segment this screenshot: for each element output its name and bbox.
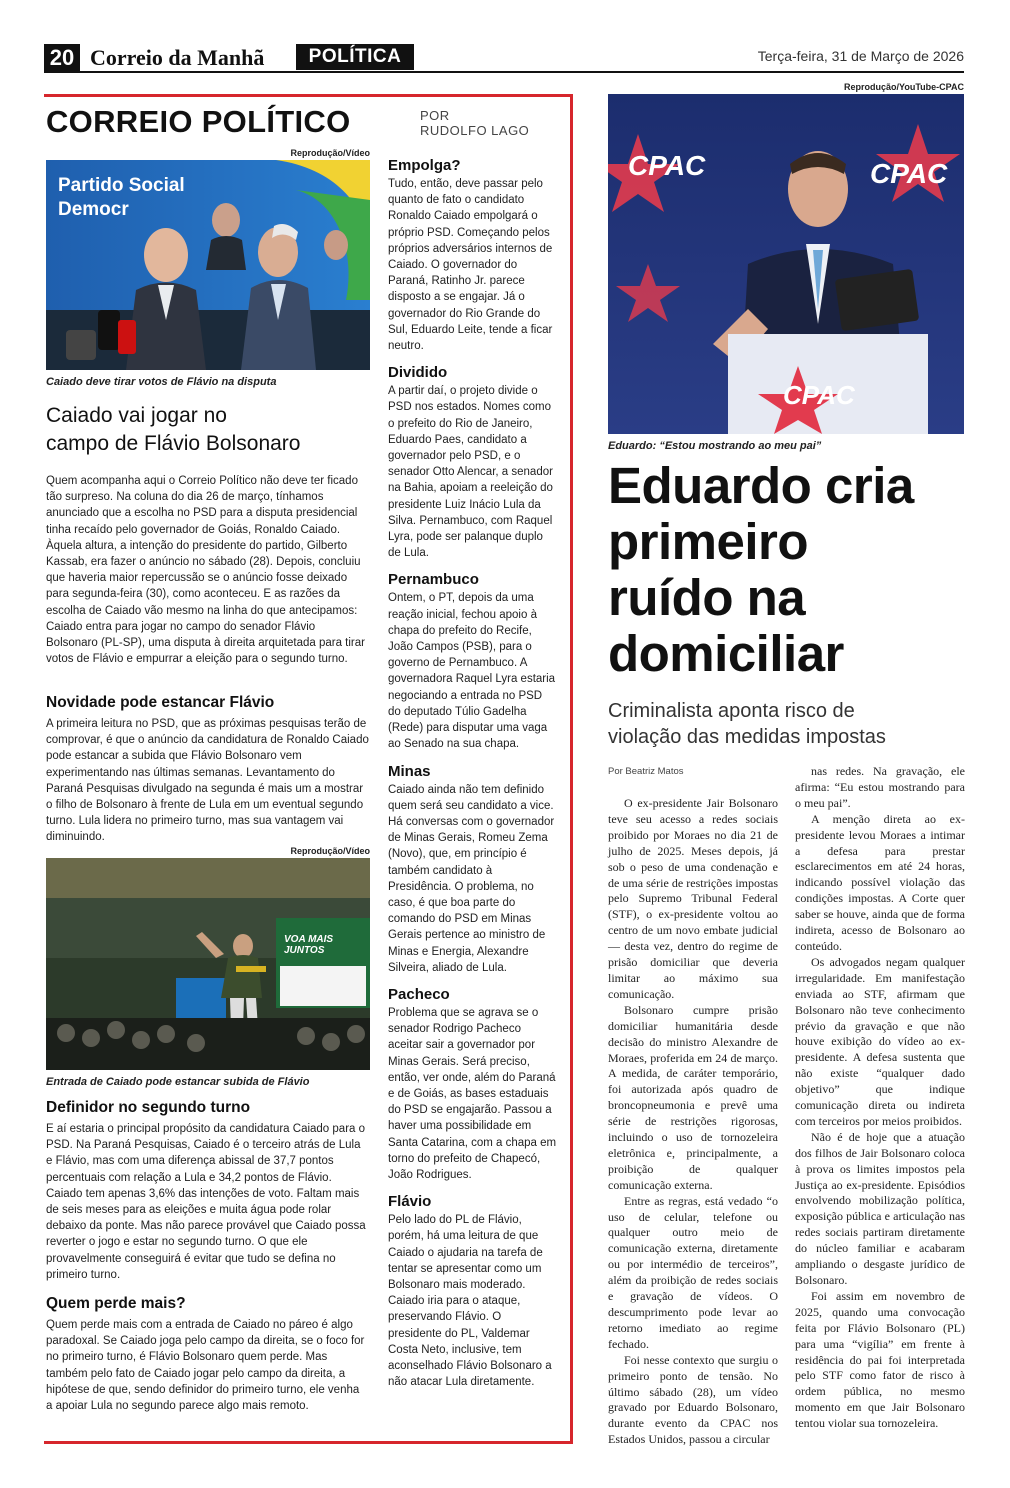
note-minas [388,763,558,976]
column-top-rule [44,94,572,97]
headline-line: ruído na [608,569,806,626]
deck-line: Criminalista aponta risco de [608,700,855,722]
note-pernambuco [388,571,558,752]
note-pacheco [388,986,558,1183]
story-paragraph: Entre as regras, está vedado “o uso de celular, telefone ou qualquer outro meio de comunicação externa, diretamente ou por intermédio de terceiros”, além da proibição de redes sociais e gravação de vídeos. O descumprimento pode levar ao retorno imediato ao regime fechado. [608,1193,778,1351]
note-title: Dividido [388,364,448,382]
story-paragraph: Não é de hoje que a atuação dos filhos de Jair Bolsonaro coloca à prova os limites impostos pela Justiça ao ex-presidente. Episódios envolvendo mobilização política, exposição pública e articulação nas redes sociais partiram diretamente do núcleo familiar e acabaram ampliando o desgaste jurídico de Bolsonaro. [795,1129,965,1287]
note-title: Flávio [388,1193,432,1211]
header-rule [44,71,964,73]
note-title: Minas [388,762,431,780]
dateline: Terça-feira, 31 de Março de 2026 [757,48,964,64]
banner-line: VOA MAIS [284,934,334,945]
photo-eduardo-cpac [608,94,964,434]
story-paragraph: Foi nesse contexto que surgiu o primeiro ponto de tensão. No último sábado (28), um vídeo gravado por Eduardo Bolsonaro, durante evento da CPAC nos Estados Unidos, passou a circular [608,1352,778,1447]
photo2-banner [284,934,368,956]
note-text: Pelo lado do PL de Flávio, porém, há uma leitura de que Caiado o ajudaria na tarefa de tentar se apresentar como um Bolsonaro mais moderado. Caiado iria para o ataque, preservando Flávio. O presidente do PL, Valdemar Costa Neto, inclusive, tem aconselhado Flávio Bolsonaro a não atacar Lula diretamente. [388,1214,552,1389]
text-novidade: A primeira leitura no PSD, que as próximas pesquisas terão de comprovar, é que o anúncio da candidatura de Ronaldo Caiado pode estancar a subida que Flávio Bolsonaro vem experimentando nas últimas semanas. Levantamento do Paraná Pesquisas divulgado na segunda é mais um a mostrar o filho de Bolsonaro à frente de Lula em um eventual segundo turno. Lula lidera no primeiro turno, mas sua vantagem vai diminuindo. [46,718,369,844]
column-title: CORREIO POLÍTICO [46,104,351,139]
byline-author: RUDOLFO LAGO [420,123,530,138]
column-intro: Quem acompanha aqui o Correio Político não deve ter ficado tão surpreso. Na coluna do dia 26 de março, tínhamos anunciado que a escolha no PSD para a disputa presidencial tinha recaído pelo governador de Goiás, Ronaldo Caiado. Àquela altura, a intenção do presidente do partido, Gilberto Kassab, era fazer o anúncio no sábado (28). Depois, concluiu que haveria maior repercussão se o anúncio fosse deixado para segunda-feira (30), como aconteceu. E as razões da escolha de Caiado vão mesmo na linha do que antecipamos: Caiado entra para jogar no campo do senador Flávio Bolsonaro (PL-SP), uma disputa à direita arquitetada para tirar votos de Flávio e empurrar a eleição para o segundo turno. [46,475,365,666]
column-side-rule [570,94,573,1444]
column-byline [420,108,529,138]
section-label: POLÍTICA [296,44,414,70]
deck-line: violação das medidas impostas [608,726,886,748]
headline-line: campo de Flávio Bolsonaro [46,432,301,455]
headline-line: primeiro [608,513,809,570]
story-headline [608,458,978,682]
headline-line: Caiado vai jogar no [46,404,227,427]
story-paragraph: Os advogados negam qualquer irregularidade. Em manifestação enviada ao STF, afirmam que Bolsonaro não teve conhecimento prévio da gravação e que não houve exibição do vídeo ao ex-presidente. A defesa sustenta que não existe “qualquer dado objetivo” que indique comunicação direta ou indireta com terceiros por meios proibidos. [795,954,965,1128]
note-empolga [388,157,558,354]
photo1-credit: Reprodução/Vídeo [290,148,370,158]
headline-line: domiciliar [608,625,844,682]
masthead: Correio da Manhã [90,45,265,70]
note-text: A partir daí, o projeto divide o PSD nos estados. Nomes como o prefeito do Rio de Janeiro, Eduardo Paes, candidato a governador pelo PSD, e o senador Otto Alencar, a senador na Bahia, apoiam a reeleição do presidente Luiz Inácio Lula da Silva. Pernambuco, com Raquel Lyra, pode ser palanque duplo de Lula. [388,385,553,560]
banner-line: JUNTOS [284,945,325,956]
photo1-caption: Caiado deve tirar votos de Flávio na disputa [46,376,277,388]
story-photo-caption: Eduardo: “Estou mostrando ao meu pai” [608,440,822,452]
photo2-caption: Entrada de Caiado pode estancar subida de Flávio [46,1076,310,1088]
note-text: Tudo, então, deve passar pelo quanto de fato o candidato Ronaldo Caiado empolgará o próprio PSD. Começando pelos próprios adversários internos de Caiado. O governador do Paraná, Ratinho Jr. parece disposto a se engajar. Já o governador do Rio Grande do Sul, Eduardo Leite, tende a ficar neutro. [388,178,553,353]
note-text: Caiado ainda não tem definido quem será seu candidato a vice. Há conversas com o governador de Minas Gerais, Romeu Zema (Novo), que, em princípio é também candidato à Presidência. O problema, no caso, é que boa parte do comando do PSD em Minas Gerais pertence ao ministro de Minas e Energia, Alexandre Silveira, aliado de Lula. [388,783,555,974]
photo-caiado-kassab [46,160,370,370]
note-dividido [388,364,558,561]
story-paragraph: nas redes. Na gravação, ele afirma: “Eu estou mostrando para o meu pai”. [795,764,965,810]
headline-line: Eduardo cria [608,457,914,514]
photo-caiado-stage [46,858,370,1070]
column-bottom-rule [44,1441,572,1444]
note-text: Problema que se agrava se o senador Rodrigo Pacheco aceitar sair a governador por Minas Gerais. Será preciso, então, ver onde, além do Paraná e de Goiás, as bases estaduais do PSD se engajarão. Passou a haver uma possibilidade em Santa Catarina, com a chapa em torno do prefeito de Chapecó, João Rodrigues. [388,1006,557,1181]
text-quem-perde: Quem perde mais com a entrada de Caiado no páreo é algo paradoxal. Se Caiado joga pelo campo da direita, se o foco for no primeiro turno, é Flávio Bolsonaro quem perde. Mas também pelo fato de Caiado jogar pelo campo da direita, a hipótese de que, sendo definidor do primeiro turno, ele venha a apoiar Lula no segundo parece algo mais remoto. [46,1319,365,1413]
story-deck [608,698,968,750]
story-photo-credit: Reprodução/YouTube-CPAC [844,82,964,92]
byline-prefix: POR [420,108,450,123]
cpac-logo-right: CPAC [870,158,948,189]
sidebar-notes [388,157,558,1390]
page-number: 20 [44,44,80,72]
text-definidor: E aí estaria o principal propósito da candidatura Caiado para o PSD. Na Paraná Pesquisas, Caiado é o terceiro atrás de Lula e Flávio, mas com uma diferença abissal de 37,7 pontos percentuais com relação a Lula e 34,2 pontos de Flávio. Caiado tem apenas 3,6% das intenções de voto. Faltam mais de seis meses para as eleições e muita água pode rolar debaixo da ponte. Mas não parece provável que Caiado possa reverter o jogo e estar no segundo turno. O que ele provavelmente conseguirá é evitar que tudo se defina no primeiro turno. [46,1123,366,1281]
subhead-definidor: Definidor no segundo turno [46,1099,251,1116]
story-paragraph: Foi assim em novembro de 2025, quando uma convocação feita por Flávio Bolsonaro (PL) para uma “vigília” em frente à residência do pai foi interpretada pelo STF como fator de risco à ordem pública, no mesmo momento em que Jair Bolsonaro tentou violar sua tornozeleira. [795,1288,965,1431]
subhead-novidade: Novidade pode estancar Flávio [46,694,275,711]
story-byline: Por Beatriz Matos [608,766,684,777]
cpac-logo-left: CPAC [628,150,706,181]
note-title: Pernambuco [388,571,479,589]
story-paragraph: O ex-presidente Jair Bolsonaro teve seu acesso a redes sociais proibido por Moraes no dia 21 de julho de 2025. Meses depois, já sob o peso de uma condenação e de uma série de restrições impostas pelo Supremo Tribunal Federal (STF), o ex-presidente voltou ao centro de um novo embate judicial — desta vez, dentro do regime de prisão domiciliar que deveria limitar ao máximo sua comunicação. [608,796,778,1001]
column-headline [46,402,300,458]
subhead-quem-perde: Quem perde mais? [46,1295,186,1312]
note-text: Ontem, o PT, depois da uma reação inicial, fechou apoio à chapa do prefeito do Recife, João Campos (PSB), para o governo de Pernambuco. A governadora Raquel Lyra estaria negociando a entrada no PSD do deputado Túlio Gadelha (Rede) para disputar uma vaga ao Senado na sua chapa. [388,592,556,751]
story-paragraph: A menção direta ao ex-presidente levou Moraes a intimar a defesa para prestar esclarecimentos em até 24 horas, indicando possível violação das condições impostas. A Corte quer saber se houve, ainda que de forma indireta, acesso de Bolsonaro ao conteúdo. [795,811,965,953]
story-column-1 [608,796,778,1448]
photo1-sign-text: Partido Social Democr [58,175,185,220]
cpac-logo-podium: CPAC [783,380,855,410]
photo2-credit: Reprodução/Vídeo [290,846,370,856]
note-title: Pacheco [388,985,450,1003]
note-flavio [388,1193,558,1390]
story-column-2 [795,764,965,1432]
story-paragraph: Bolsonaro cumpre prisão domiciliar humanitária desde decisão do ministro Alexandre de Moraes, proferida em 24 de março. A medida, de caráter temporário, foi autorizada após quadro de broncopneumonia e prevê uma série de restrições rigorosas, incluindo o uso de tornozeleira eletrônica e, principalmente, a proibição de qualquer comunicação externa. [608,1002,778,1192]
note-title: Empolga? [388,157,461,174]
